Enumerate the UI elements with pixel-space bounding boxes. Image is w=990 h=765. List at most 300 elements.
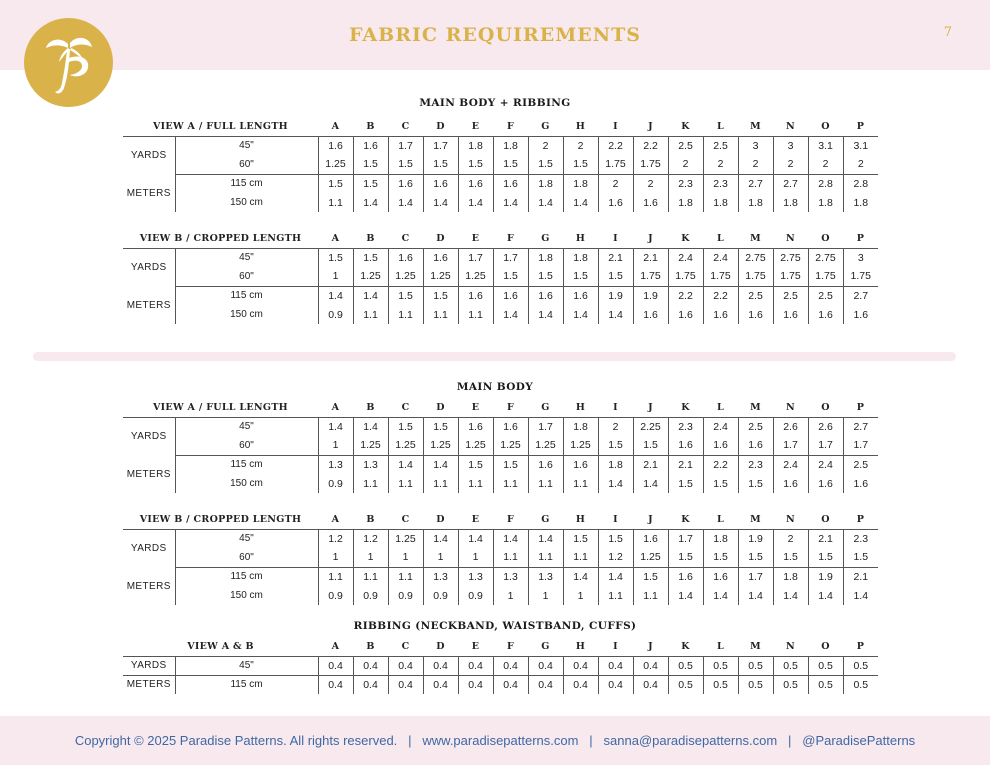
value-cell: 0.5 [703,656,738,675]
value-cell: 1.8 [773,567,808,586]
value-cell: 1.75 [633,155,668,174]
size-header-f: F [493,117,528,136]
value-cell: 1.25 [458,267,493,286]
value-cell: 1.25 [353,436,388,455]
table-row [123,286,878,305]
fabric-table [123,637,878,694]
value-cell: 1.7 [388,136,423,155]
size-header-p: P [843,637,878,656]
value-cell: 1.1 [528,548,563,567]
fabric-width-label: 115 cm [175,567,318,586]
value-cell: 1.75 [633,267,668,286]
size-header-g: G [528,117,563,136]
size-header-o: O [808,510,843,529]
value-cell: 1.4 [318,286,353,305]
value-cell: 1 [528,586,563,605]
value-cell: 1.8 [563,174,598,193]
value-cell: 2 [808,155,843,174]
value-cell: 3 [857,251,864,264]
value-cell: 1.7 [528,417,563,436]
value-cell: 1.4 [563,193,598,212]
value-cell: 2.1 [668,455,703,474]
value-cell: 1.6 [423,248,458,267]
value-cell: 2.7 [853,420,869,433]
value-cell: 1.5 [528,155,563,174]
value-cell: 2.75 [808,248,843,267]
value-cell: 2 [528,136,563,155]
value-cell: 1.5 [598,529,633,548]
value-cell: 1.1 [458,305,493,324]
value-cell: 1 [353,548,388,567]
value-cell: 0.4 [388,656,423,675]
value-cell: 1.7 [808,436,843,455]
value-cell: 1.6 [493,286,528,305]
value-cell: 1.25 [388,529,423,548]
table-header-row [123,637,878,656]
value-cell: 1.6 [458,286,493,305]
size-header-k: K [668,398,703,417]
size-header-l: L [703,637,738,656]
value-cell: 1.8 [563,248,598,267]
value-cell: 1.2 [318,529,353,548]
value-cell: 0.4 [423,656,458,675]
value-cell: 1.5 [423,286,458,305]
value-cell: 1.7 [423,136,458,155]
value-cell: 0.5 [808,675,843,694]
value-cell: 1.25 [423,436,458,455]
value-cell: 1.75 [703,267,738,286]
size-header-k: K [668,229,703,248]
size-header-j: J [633,229,668,248]
table-row [123,305,878,324]
value-cell: 0.4 [318,675,353,694]
size-header-i: I [598,637,633,656]
value-cell: 2 [563,136,598,155]
value-cell: 1.4 [633,474,668,493]
unit-label: YARDS [123,656,175,675]
value-cell: 2.5 [738,286,773,305]
value-cell: 1.7 [458,248,493,267]
value-cell: 1.4 [703,586,738,605]
table-row [123,529,878,548]
size-header-m: M [738,510,773,529]
table-header-row [123,510,878,529]
value-cell: 1.6 [563,286,598,305]
size-header-g: G [528,510,563,529]
fabric-width-label: 115 cm [175,286,318,305]
value-cell: 2.8 [808,174,843,193]
value-cell: 1 [388,548,423,567]
value-cell: 1.4 [388,455,423,474]
value-cell: 1.4 [528,305,563,324]
footer-website-link[interactable]: www.paradisepatterns.com [422,733,579,748]
value-cell: 2 [773,529,808,548]
value-cell: 1.3 [493,567,528,586]
value-cell: 2.5 [738,417,773,436]
fabric-width-label: 60" [175,548,318,567]
size-header-a: A [318,637,353,656]
value-cell: 1.6 [773,305,808,324]
value-cell: 2.75 [738,248,773,267]
value-cell: 1.6 [808,474,843,493]
value-cell: 1.6 [633,193,668,212]
value-cell: 0.4 [423,675,458,694]
value-cell: 1.25 [353,267,388,286]
table-row [123,675,878,694]
value-cell: 1.1 [353,305,388,324]
size-header-l: L [703,229,738,248]
value-cell: 1.75 [773,267,808,286]
value-cell: 1.6 [563,455,598,474]
table-row [123,656,878,675]
value-cell: 1.6 [738,436,773,455]
size-header-i: I [598,229,633,248]
value-cell: 1.1 [318,193,353,212]
footer-email-link[interactable]: sanna@paradisepatterns.com [603,733,778,748]
value-cell: 0.9 [423,586,458,605]
value-cell: 1.1 [458,474,493,493]
value-cell: 1.6 [668,436,703,455]
value-cell: 1.5 [528,267,563,286]
value-cell: 1.5 [388,417,423,436]
value-cell: 3.1 [853,139,869,152]
value-cell: 1.4 [598,567,633,586]
section-title-main-body: MAIN BODY [456,381,534,393]
value-cell: 1.1 [493,548,528,567]
size-header-e: E [458,637,493,656]
value-cell: 2.3 [853,532,869,545]
size-header-b: B [353,398,388,417]
value-cell: 1.75 [808,267,843,286]
value-cell: 1.5 [563,529,598,548]
size-header-f: F [493,229,528,248]
value-cell: 0.9 [318,586,353,605]
section-title-ribbing: RIBBING (NECKBAND, WAISTBAND, CUFFS) [353,620,637,632]
value-cell: 0.5 [738,656,773,675]
table-row [123,586,878,605]
value-cell: 1.8 [668,193,703,212]
value-cell: 1.6 [668,567,703,586]
fabric-width-label: 60" [175,436,318,455]
table-header-row [123,398,878,417]
value-cell: 1.5 [703,474,738,493]
value-cell: 2.3 [668,417,703,436]
size-header-n: N [773,117,808,136]
value-cell: 0.4 [528,656,563,675]
value-cell: 1.9 [598,286,633,305]
fabric-table [123,117,878,212]
value-cell: 1.5 [668,548,703,567]
view-label: VIEW A / FULL LENGTH [123,398,318,417]
value-cell: 2.2 [703,286,738,305]
value-cell: 1.1 [633,586,668,605]
value-cell: 1.4 [563,567,598,586]
size-header-j: J [633,117,668,136]
value-cell: 1.4 [773,586,808,605]
value-cell: 1.8 [563,417,598,436]
value-cell: 2.2 [668,286,703,305]
value-cell: 1.4 [493,193,528,212]
value-cell: 1.25 [563,436,598,455]
view-label: VIEW B / CROPPED LENGTH [123,510,318,529]
value-cell: 1.5 [423,417,458,436]
fabric-width-label: 45" [175,248,318,267]
value-cell: 1.75 [843,267,878,286]
value-cell: 0.4 [528,675,563,694]
table-row [123,548,878,567]
value-cell: 1.4 [528,193,563,212]
value-cell: 1.4 [493,529,528,548]
size-header-c: C [388,398,423,417]
value-cell: 0.5 [843,656,878,675]
table-row [123,193,878,212]
value-cell: 1.8 [808,193,843,212]
value-cell: 1.75 [738,267,773,286]
value-cell: 2 [843,155,878,174]
value-cell: 1 [318,436,353,455]
size-header-p: P [843,117,878,136]
value-cell: 1.6 [703,305,738,324]
value-cell: 0.5 [703,675,738,694]
value-cell: 1.6 [738,305,773,324]
view-label: VIEW A & B [123,637,318,656]
value-cell: 1.6 [703,567,738,586]
value-cell: 0.4 [353,656,388,675]
size-header-h: H [563,117,598,136]
size-header-c: C [388,637,423,656]
fabric-width-label: 60" [175,155,318,174]
value-cell: 1.8 [493,136,528,155]
value-cell: 0.9 [318,474,353,493]
value-cell: 2.3 [668,174,703,193]
unit-label: METERS [123,567,175,605]
size-header-p: P [843,229,878,248]
unit-label: YARDS [123,529,175,567]
fabric-width-label: 150 cm [175,305,318,324]
fabric-width-label: 150 cm [175,193,318,212]
value-cell: 1.5 [493,267,528,286]
value-cell: 2 [738,155,773,174]
size-header-c: C [388,117,423,136]
value-cell: 1.4 [353,193,388,212]
value-cell: 1.5 [738,474,773,493]
size-header-j: J [633,510,668,529]
value-cell: 1.4 [353,417,388,436]
value-cell: 2 [773,155,808,174]
value-cell: 1.4 [458,193,493,212]
size-header-e: E [458,398,493,417]
value-cell: 1.4 [528,529,563,548]
value-cell: 2.2 [703,455,738,474]
value-cell: 1.6 [633,529,668,548]
value-cell: 1.5 [353,248,388,267]
value-cell: 0.4 [493,656,528,675]
value-cell: 1.8 [458,136,493,155]
section-divider [33,352,956,361]
value-cell: 1.1 [563,474,598,493]
table-row [123,474,878,493]
value-cell: 1.5 [388,155,423,174]
value-cell: 1 [318,267,353,286]
value-cell: 1.6 [598,193,633,212]
size-header-g: G [528,637,563,656]
value-cell: 1.5 [563,155,598,174]
value-cell: 0.5 [738,675,773,694]
value-cell: 0.5 [668,675,703,694]
fabric-table [123,229,878,324]
footer-social-link[interactable]: @ParadisePatterns [802,733,916,748]
value-cell: 1.8 [773,193,808,212]
unit-label: METERS [123,675,175,694]
value-cell: 1.6 [353,136,388,155]
value-cell: 1.5 [423,155,458,174]
value-cell: 1.5 [843,548,878,567]
table-row [123,136,878,155]
fabric-table [123,398,878,493]
fabric-width-label: 115 cm [175,455,318,474]
size-header-e: E [458,510,493,529]
size-header-i: I [598,398,633,417]
fabric-width-label: 45" [175,656,318,675]
value-cell: 0.5 [668,656,703,675]
view-label: VIEW B / CROPPED LENGTH [123,229,318,248]
value-cell: 1.8 [528,248,563,267]
size-header-n: N [773,637,808,656]
size-header-a: A [318,510,353,529]
value-cell: 3 [738,136,773,155]
size-header-c: C [388,229,423,248]
size-header-k: K [668,117,703,136]
value-cell: 1.6 [668,305,703,324]
value-cell: 1.5 [318,248,353,267]
value-cell: 1.6 [493,174,528,193]
value-cell: 1.4 [423,193,458,212]
value-cell: 1.8 [598,455,633,474]
size-header-h: H [563,229,598,248]
value-cell: 2.5 [808,286,843,305]
value-cell: 1.1 [493,474,528,493]
value-cell: 1.5 [633,436,668,455]
size-header-h: H [563,510,598,529]
value-cell: 2.8 [853,177,869,190]
value-cell: 1.1 [388,474,423,493]
size-header-a: A [318,229,353,248]
size-header-p: P [843,510,878,529]
fabric-width-label: 150 cm [175,586,318,605]
value-cell: 1.5 [563,267,598,286]
size-header-b: B [353,510,388,529]
value-cell: 1.3 [353,455,388,474]
value-cell: 0.4 [458,675,493,694]
value-cell: 1.25 [318,155,353,174]
value-cell: 1.6 [458,174,493,193]
size-header-g: G [528,229,563,248]
size-header-g: G [528,398,563,417]
value-cell: 1.5 [668,474,703,493]
size-header-b: B [353,117,388,136]
size-header-n: N [773,510,808,529]
value-cell: 1.1 [423,305,458,324]
value-cell: 1.6 [388,248,423,267]
size-header-f: F [493,637,528,656]
size-header-m: M [738,398,773,417]
value-cell: 2.75 [773,248,808,267]
value-cell: 1.4 [598,474,633,493]
value-cell: 1 [423,548,458,567]
value-cell: 2.1 [598,248,633,267]
value-cell: 1 [318,548,353,567]
size-header-k: K [668,637,703,656]
unit-label: YARDS [123,136,175,174]
section-title-main-body-ribbing: MAIN BODY + RIBBING [419,97,571,109]
value-cell: 1.8 [703,529,738,548]
size-header-o: O [808,229,843,248]
value-cell: 2 [598,174,633,193]
footer [0,733,990,748]
value-cell: 1.4 [853,589,869,602]
value-cell: 1.5 [773,548,808,567]
table-row [123,155,878,174]
value-cell: 1.7 [668,529,703,548]
value-cell: 1.5 [353,174,388,193]
size-header-h: H [563,637,598,656]
value-cell: 3 [773,136,808,155]
value-cell: 1.25 [458,436,493,455]
fabric-width-label: 115 cm [175,675,318,694]
value-cell: 1.5 [493,155,528,174]
value-cell: 0.4 [318,656,353,675]
value-cell: 2.1 [808,529,843,548]
table-header-row [123,229,878,248]
size-header-f: F [493,510,528,529]
value-cell: 1.8 [853,196,869,209]
value-cell: 1.4 [353,286,388,305]
value-cell: 2.1 [853,570,869,583]
value-cell: 0.5 [773,656,808,675]
value-cell: 2.1 [633,248,668,267]
unit-label: METERS [123,455,175,493]
value-cell: 1.5 [458,155,493,174]
value-cell: 1.5 [738,548,773,567]
table-row [123,436,878,455]
size-header-d: D [423,229,458,248]
value-cell: 1.6 [633,305,668,324]
fabric-width-label: 150 cm [175,474,318,493]
footer-separator: | [589,733,593,748]
size-header-j: J [633,637,668,656]
value-cell: 1.4 [493,305,528,324]
value-cell: 1.6 [808,305,843,324]
size-header-i: I [598,510,633,529]
value-cell: 1.5 [598,267,633,286]
value-cell: 1.1 [388,567,423,586]
size-header-m: M [738,117,773,136]
size-header-j: J [633,398,668,417]
value-cell: 0.5 [773,675,808,694]
value-cell: 2.3 [703,174,738,193]
page-title: FABRIC REQUIREMENTS [349,24,641,46]
value-cell: 2.7 [773,174,808,193]
size-header-n: N [773,398,808,417]
value-cell: 1.8 [703,193,738,212]
size-header-b: B [353,229,388,248]
value-cell: 1.4 [563,305,598,324]
size-header-l: L [703,398,738,417]
value-cell: 1.7 [493,248,528,267]
value-cell: 1.5 [318,174,353,193]
size-header-n: N [773,229,808,248]
value-cell: 1.9 [738,529,773,548]
